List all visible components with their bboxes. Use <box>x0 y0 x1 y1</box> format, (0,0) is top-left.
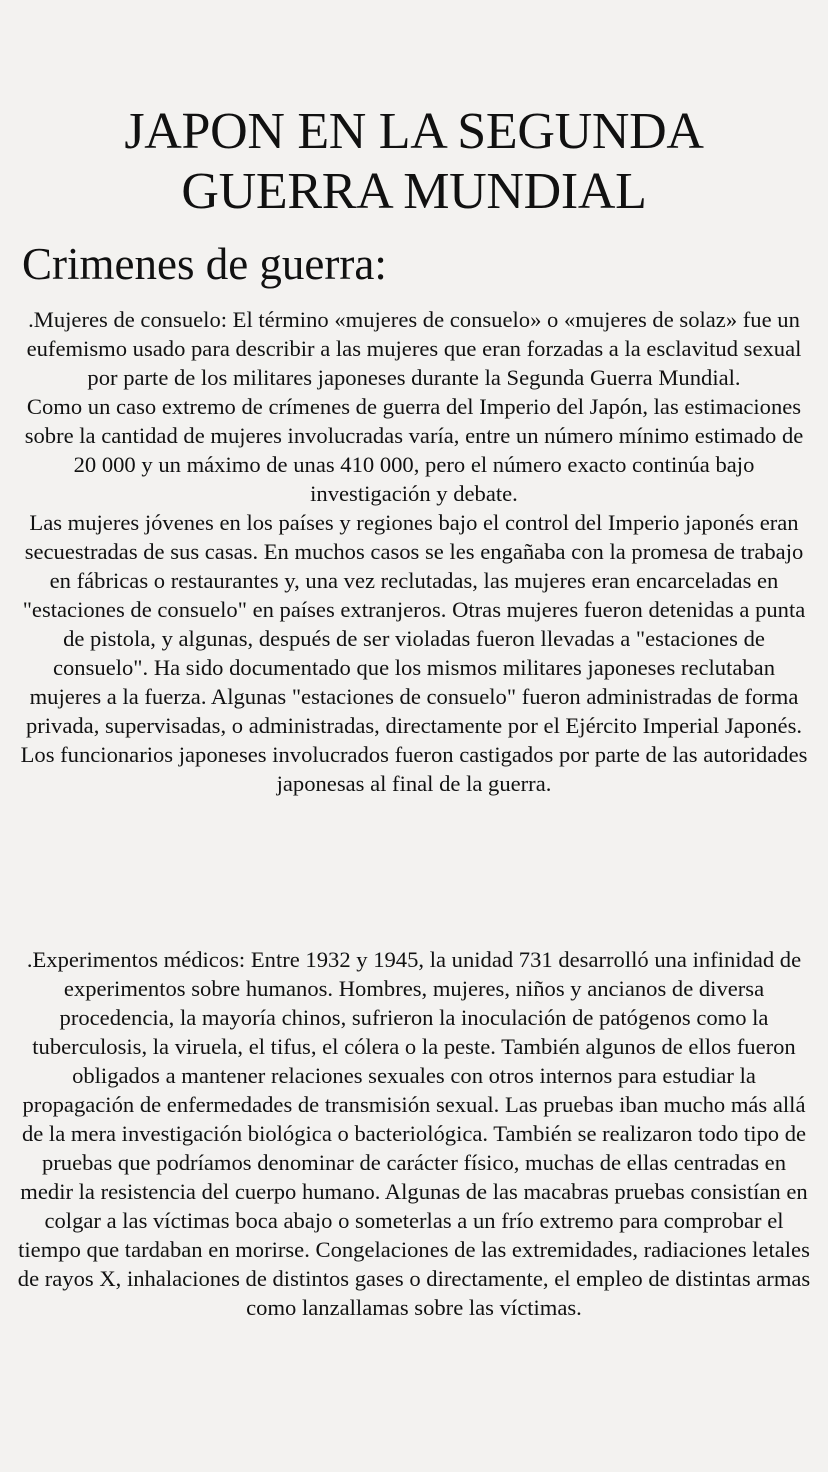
comfort-women-section <box>16 305 812 798</box>
paragraph-victim-estimates: Como un caso extremo de crímenes de guerra del Imperio del Japón, las estimaciones sobre la cantidad de mujeres involucradas varía, entre un número mínimo estimado de 20 000 y un máximo de unas 410 000, pero el número exacto continúa bajo investigación y debate. <box>24 394 804 506</box>
paragraph-unit-731: .Experimentos médicos: Entre 1932 y 1945, la unidad 731 desarrolló una infinidad de experimentos sobre humanos. Hombres, mujeres, niños y ancianos de diversa procedencia, la mayoría chinos, sufrieron la inoculación de patógenos como la tuberculosis, la viruela, el tifus, el cólera o la peste. También algunos de ellos fueron obligados a mantener relaciones sexuales con otros internos para estudiar la propagación de enfermedades de transmisión sexual. Las pruebas iban mucho más allá de la mera investigación biológica o bacteriológica. También se realizaron todo tipo de pruebas que podríamos denominar de carácter físico, muchas de ellas centradas en medir la resistencia del cuerpo humano. Algunas de las macabras pruebas consistían en colgar a las víctimas boca abajo o someterlas a un frío extremo para comprobar el tiempo que tardaban en morirse. Congelaciones de las extremidades, radiaciones letales de rayos X, inhalaciones de distintos gases o directamente, el empleo de distintas armas como lanzallamas sobre las víctimas. <box>17 947 811 1320</box>
paragraph-comfort-women-definition: .Mujeres de consuelo: El término «mujeres de consuelo» o «mujeres de solaz» fue un eufemismo usado para describir a las mujeres que eran forzadas a la esclavitud sexual por parte de los militares japoneses durante la Segunda Guerra Mundial. <box>26 307 802 390</box>
medical-experiments-section <box>16 945 812 1322</box>
page-title: JAPON EN LA SEGUNDA GUERRA MUNDIAL <box>124 103 704 220</box>
paragraph-recruitment: Las mujeres jóvenes en los países y regiones bajo el control del Imperio japonés eran secuestradas de sus casas. En muchos casos se les engañaba con la promesa de trabajo en fábricas o restaurantes y, una vez reclutadas, las mujeres eran encarceladas en "estaciones de consuelo" en países extranjeros. Otras mujeres fueron detenidas a punta de pistola, y algunas, después de ser violadas fueron llevadas a "estaciones de consuelo". Ha sido documentado que los mismos militares japoneses reclutaban mujeres a la fuerza. Algunas "estaciones de consuelo" fueron administradas de forma privada, supervisadas, o administradas, directamente por el Ejército Imperial Japonés. <box>22 510 806 738</box>
section-heading: Crimenes de guerra: <box>22 239 387 289</box>
paragraph-punishment: Los funcionarios japoneses involucrados fueron castigados por parte de las autoridades japonesas al final de la guerra. <box>20 742 808 796</box>
